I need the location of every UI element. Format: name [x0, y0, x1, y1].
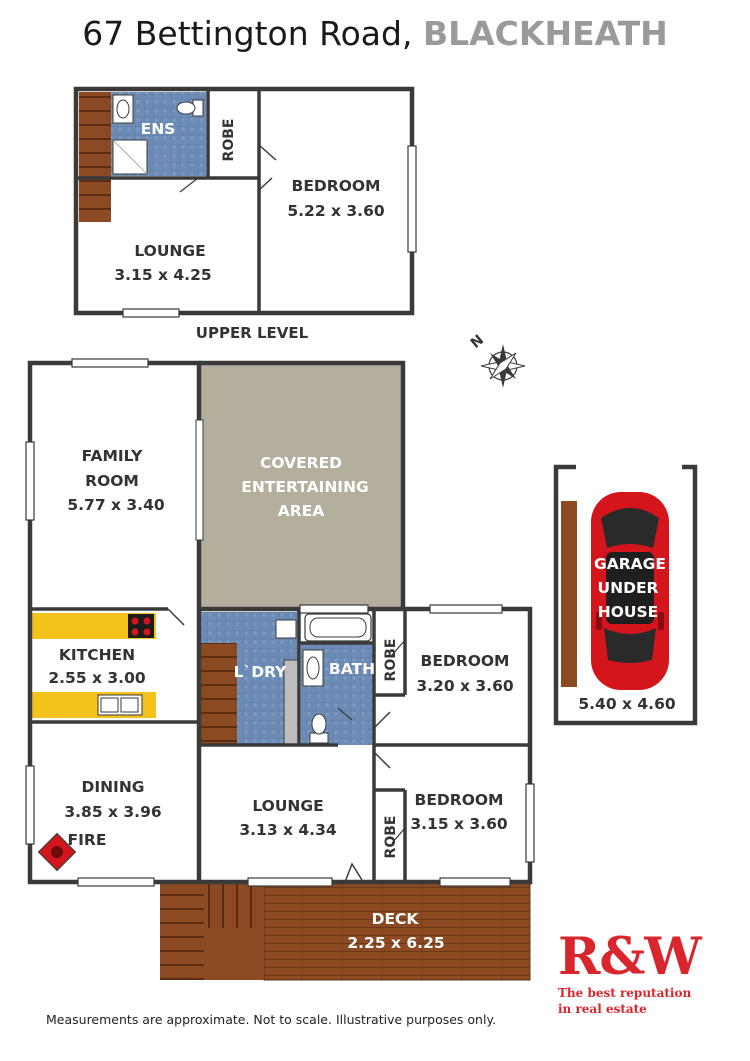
laundry-tub	[276, 620, 296, 638]
garage-line2: UNDER	[597, 579, 659, 597]
compass-rose	[481, 344, 525, 388]
bedroom-1-name: BEDROOM	[420, 652, 510, 670]
bedroom-1-size: 3.20 x 3.60	[416, 677, 514, 695]
brand-tagline-1: The best reputation	[558, 986, 692, 1000]
covered-area-line3: AREA	[277, 502, 325, 520]
property-suburb: BLACKHEATH	[422, 14, 668, 53]
internal-stair	[201, 643, 237, 744]
deck-floor	[264, 882, 530, 980]
covered-area-line1: COVERED	[259, 454, 343, 472]
family-room-line2: ROOM	[85, 472, 139, 490]
deck-size: 2.25 x 6.25	[347, 934, 445, 952]
upper-level-label: UPPER LEVEL	[195, 324, 309, 342]
lounge-size: 3.13 x 4.34	[239, 821, 337, 839]
property-address: 67 Bettington Road,	[82, 14, 423, 53]
garage-line3: HOUSE	[597, 603, 659, 621]
garage-line1: GARAGE	[594, 555, 666, 573]
ensuite-label: ENS	[140, 120, 176, 138]
cooktop	[128, 614, 154, 638]
upper-lounge-name: LOUNGE	[134, 242, 206, 260]
robe-2-label: ROBE	[383, 815, 399, 859]
lounge-name: LOUNGE	[252, 797, 324, 815]
garage-bench	[561, 501, 577, 687]
compass-north-label: N	[467, 332, 488, 352]
bath-label: BATH	[328, 660, 376, 678]
deck-name: DECK	[371, 910, 419, 928]
fire-label: FIRE	[67, 831, 107, 849]
robe-1-label: ROBE	[383, 638, 399, 682]
upper-lounge-size: 3.15 x 4.25	[114, 266, 212, 284]
upper-stair	[79, 92, 111, 222]
kitchen-name: KITCHEN	[58, 646, 136, 664]
covered-area-line2: ENTERTAINING	[241, 478, 369, 496]
brand-tagline-2: in real estate	[558, 1002, 647, 1016]
brand-logo	[558, 927, 718, 1016]
upper-robe-label: ROBE	[221, 118, 237, 162]
bedroom-2-name: BEDROOM	[414, 791, 504, 809]
kitchen-size: 2.55 x 3.00	[48, 669, 146, 687]
upper-bedroom-name: BEDROOM	[291, 177, 381, 195]
dining-size: 3.85 x 3.96	[64, 803, 162, 821]
family-room-line1: FAMILY	[81, 447, 143, 465]
family-room-size: 5.77 x 3.40	[67, 496, 165, 514]
brand-name: R&W	[558, 927, 701, 987]
garage-size: 5.40 x 4.60	[578, 695, 676, 713]
bedroom-2-size: 3.15 x 3.60	[410, 815, 508, 833]
upper-bedroom-size: 5.22 x 3.60	[287, 202, 385, 220]
disclaimer-text: Measurements are approximate. Not to scale. Illustrative purposes only.	[46, 1012, 497, 1027]
dining-name: DINING	[81, 778, 145, 796]
laundry-label: L`DRY	[233, 663, 287, 681]
